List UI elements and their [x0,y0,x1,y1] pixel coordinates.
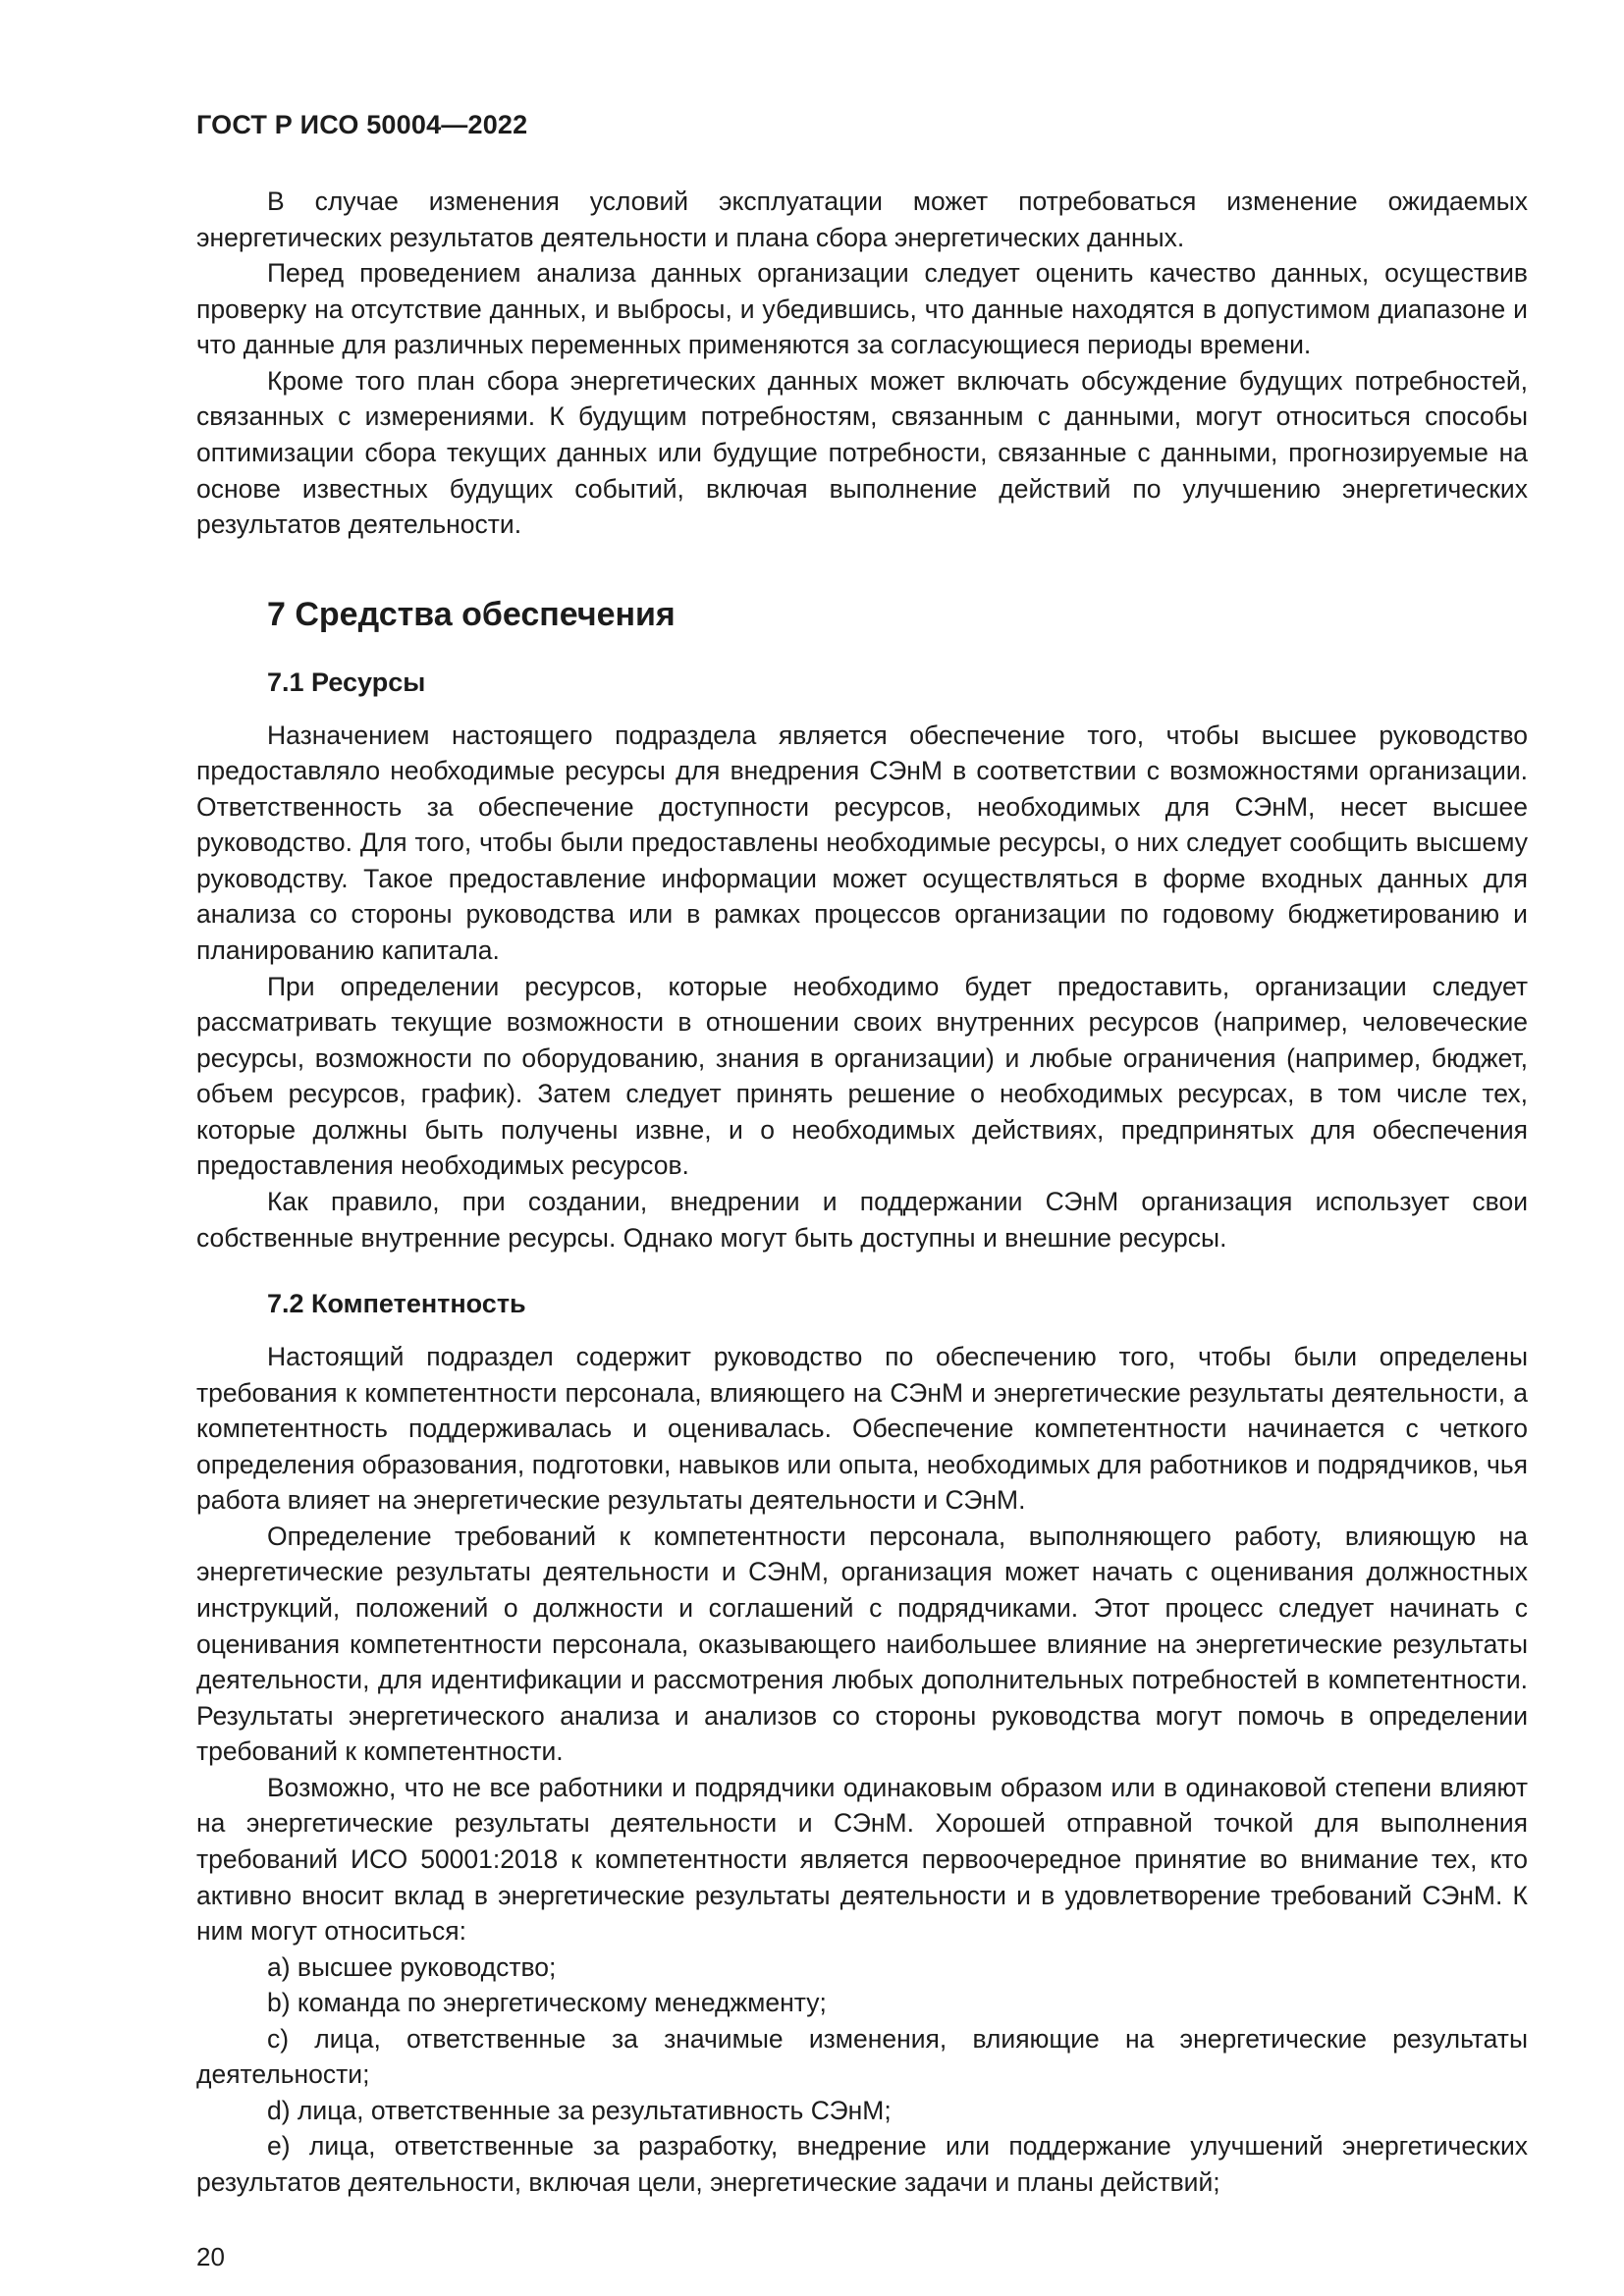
subsection-7-2-heading: 7.2 Компетентность [267,1289,526,1319]
paragraph: Определение требований к компетентности персонала, выполняющего работу, влияющую на энергетические результаты деятельности и СЭнМ, организация может начать с оценивания должностных инструкций, положений о должности и соглашений с подрядчиками. Этот процесс следует начинать с оценивания компетентности персонала, оказывающего наибольшее влияние на энергетические результаты деятельности, для идентификации и рассмотрения любых дополнительных потребностей в компетентности. Результаты энергетического анализа и анализов со стороны руководства могут помочь в определении требований к компетентности. [196,1521,1528,1767]
running-header: ГОСТ Р ИСО 50004—2022 [196,110,528,139]
list-item: c) лица, ответственные за значимые изменения, влияющие на энергетические результаты деятельности; [196,2023,1528,2090]
paragraph: Перед проведением анализа данных организации следует оценить качество данных, осуществив проверку на отсутствие данных, и выбросы, и убедившись, что данные находятся в допустимом диапазоне и что данные для различных переменных применяются за согласующиеся периоды времени. [196,258,1528,360]
list-item: e) лица, ответственные за разработку, внедрение или поддержание улучшений энергетических результатов деятельности, включая цели, энергетические задачи и планы действий; [196,2131,1528,2197]
page-number: 20 [196,2241,225,2271]
paragraph: В случае изменения условий эксплуатации может потребоваться изменение ожидаемых энергетических результатов деятельности и плана сбора энергетических данных. [196,187,1528,252]
subsection-7-1-heading: 7.1 Ресурсы [267,667,426,697]
list-item: a) высшее руководство; [267,1951,557,1982]
paragraph: Кроме того план сбора энергетических данных может включать обсуждение будущих потребностей, связанных с измерениями. К будущим потребностям, связанным с данными, могут относиться способы оптимизации сбора текущих данных или будущие потребности, связанные с данными, прогнозируемые на основе известных будущих событий, включая выполнение действий по улучшению энергетических результатов деятельности. [196,365,1528,540]
paragraph: При определении ресурсов, которые необходимо будет предоставить, организации следует рассматривать текущие возможности в отношении своих внутренних ресурсов (например, человеческие ресурсы, возможности по оборудованию, знания в организации) и любые ограничения (например, бюджет, объем ресурсов, график). Затем следует принять решение о необходимых ресурсах, в том числе тех, которые должны быть получены извне, и о необходимых действиях, предпринятых для обеспечения предоставления необходимых ресурсов. [196,971,1528,1181]
paragraph: Как правило, при создании, внедрении и поддержании СЭнМ организация использует свои собственные внутренние ресурсы. Однако могут быть доступны и внешние ресурсы. [196,1186,1528,1253]
section-7-heading: 7 Средства обеспечения [267,595,676,633]
paragraph: Назначением настоящего подраздела является обеспечение того, чтобы высшее руководство предоставляло необходимые ресурсы для внедрения СЭнМ в соответствии с возможностями организации. Ответственность за обеспечение доступности ресурсов, необходимых для СЭнМ, несет высшее руководство. Для того, чтобы были предоставлены необходимые ресурсы, о них следует сообщить высшему руководству. Такое предоставление информации может осуществляться в форме входных данных для анализа со стороны руководства или в рамках процессов организации по годовому бюджетированию и планированию капитала. [196,720,1528,965]
paragraph: Настоящий подраздел содержит руководство по обеспечению того, чтобы были определены требования к компетентности персонала, влияющего на СЭнМ и энергетические результаты деятельности, а компетентность поддерживалась и оценивалась. Обеспечение компетентности начинается с четкого определения образования, подготовки, навыков или опыта, необходимых для работников и подрядчиков, чья работа влияет на энергетические результаты деятельности и СЭнМ. [196,1342,1528,1516]
list-item: b) команда по энергетическому менеджменту; [267,1988,827,2018]
paragraph: Возможно, что не все работники и подрядчики одинаковым образом или в одинаковой степени влияют на энергетические результаты деятельности и СЭнМ. Хорошей отправной точкой для выполнения требований ИСО 50001:2018 к компетентности является первоочередное принятие во внимание тех, кто активно вносит вклад в энергетические результаты деятельности и в удовлетворение требований СЭнМ. К ним могут относиться: [196,1772,1528,1947]
list-item: d) лица, ответственные за результативность СЭнМ; [267,2095,892,2125]
